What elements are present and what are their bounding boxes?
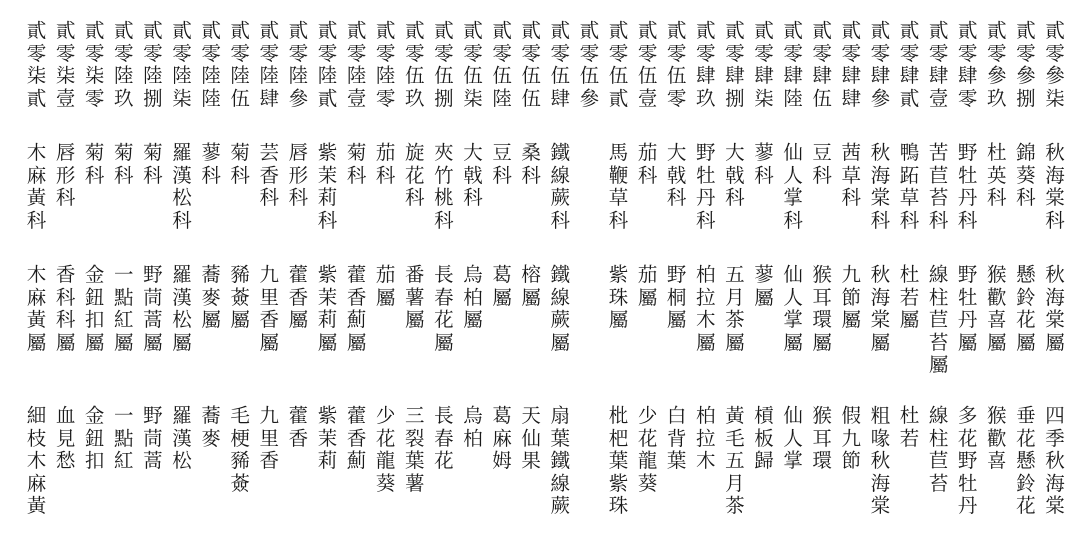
species-name: 三裂葉薯 bbox=[405, 404, 425, 495]
entry-code: 貳零肆捌 bbox=[725, 19, 745, 110]
entry-code: 貳零陸陸 bbox=[201, 19, 221, 110]
entry-code: 貳零肆零 bbox=[957, 19, 978, 110]
genus-name: 羅漢松屬 bbox=[172, 263, 192, 354]
genus-name: 豨薟屬 bbox=[230, 263, 250, 331]
species-name: 長春花 bbox=[434, 404, 454, 472]
entry-code: 貳零伍柒 bbox=[463, 19, 483, 110]
genus-name: 蕎麥屬 bbox=[201, 263, 221, 331]
species-name: 少花龍葵 bbox=[637, 404, 658, 495]
family-name: 桑科 bbox=[521, 141, 541, 187]
species-name: 紫茉莉 bbox=[317, 404, 338, 472]
entry-code: 貳零伍零 bbox=[666, 19, 687, 110]
genus-name: 榕屬 bbox=[521, 263, 541, 309]
species-name: 少花龍葵 bbox=[375, 404, 396, 495]
entry-code: 貳零伍貳 bbox=[608, 19, 629, 110]
family-name: 菊科 bbox=[346, 141, 367, 187]
species-name: 猴耳環 bbox=[812, 404, 832, 472]
genus-name: 一點紅屬 bbox=[114, 263, 134, 354]
entry-code: 貳零陸參 bbox=[288, 19, 309, 110]
family-name: 蓼科 bbox=[201, 141, 221, 187]
family-name: 芸香科 bbox=[259, 141, 280, 209]
species-name: 烏柏 bbox=[463, 404, 483, 450]
entry-code: 貳零陸伍 bbox=[230, 19, 250, 110]
family-name: 茄科 bbox=[637, 141, 658, 187]
genus-name: 蓼屬 bbox=[754, 263, 774, 309]
species-name: 垂花懸鈴花 bbox=[1016, 404, 1036, 517]
species-name: 一點紅 bbox=[114, 404, 134, 472]
entry-code: 貳零肆伍 bbox=[812, 19, 832, 110]
species-name: 藿香薊 bbox=[346, 404, 367, 472]
entry-code: 貳零參捌 bbox=[1016, 19, 1036, 110]
genus-name: 茄屬 bbox=[637, 263, 658, 309]
family-name: 錦葵科 bbox=[1016, 141, 1036, 209]
species-name: 黃毛五月茶 bbox=[725, 404, 745, 517]
family-name: 馬鞭草科 bbox=[608, 141, 629, 232]
family-name: 唇形科 bbox=[55, 141, 76, 209]
family-name: 杜英科 bbox=[987, 141, 1007, 209]
genus-name: 線柱苣苔屬 bbox=[928, 263, 949, 376]
entry-code: 貳零肆壹 bbox=[928, 19, 949, 110]
species-name: 槓板歸 bbox=[754, 404, 774, 472]
species-name: 枇杷葉紫珠 bbox=[608, 404, 629, 517]
species-name: 藿香 bbox=[288, 404, 309, 450]
family-name: 木麻黃科 bbox=[26, 141, 47, 232]
family-name: 大戟科 bbox=[725, 141, 745, 209]
species-name: 白背葉 bbox=[666, 404, 687, 472]
entry-code: 貳零柒零 bbox=[84, 19, 105, 110]
entry-code: 貳零伍伍 bbox=[521, 19, 541, 110]
species-name: 血見愁 bbox=[55, 404, 76, 472]
species-name: 粗喙秋海棠 bbox=[870, 404, 891, 517]
family-name: 茜草科 bbox=[841, 141, 862, 209]
genus-name: 柏拉木屬 bbox=[696, 263, 716, 354]
genus-name: 秋海棠屬 bbox=[1045, 263, 1065, 354]
entry-code: 貳零陸貳 bbox=[317, 19, 338, 110]
species-name: 猴歡喜 bbox=[987, 404, 1007, 472]
entry-code: 貳零伍捌 bbox=[434, 19, 454, 110]
entry-code: 貳零伍陸 bbox=[492, 19, 512, 110]
species-name: 毛梗豨薟 bbox=[230, 404, 250, 495]
genus-name: 五月茶屬 bbox=[725, 263, 745, 354]
genus-name: 番薯屬 bbox=[405, 263, 425, 331]
species-name: 九里香 bbox=[259, 404, 280, 472]
genus-name: 九節屬 bbox=[841, 263, 862, 331]
family-name: 菊科 bbox=[143, 141, 163, 187]
genus-name: 葛屬 bbox=[492, 263, 512, 309]
family-name: 旋花科 bbox=[405, 141, 425, 209]
genus-name: 猴耳環屬 bbox=[812, 263, 832, 354]
species-name: 蕎麥 bbox=[201, 404, 221, 450]
genus-name: 仙人掌屬 bbox=[783, 263, 803, 354]
family-name: 大戟科 bbox=[666, 141, 687, 209]
entry-code: 貳零陸捌 bbox=[143, 19, 163, 110]
genus-name: 懸鈴花屬 bbox=[1016, 263, 1036, 354]
genus-name: 藿香薊屬 bbox=[346, 263, 367, 354]
entry-code: 貳零肆陸 bbox=[783, 19, 803, 110]
family-name: 秋海棠科 bbox=[870, 141, 891, 232]
entry-code: 貳零肆肆 bbox=[841, 19, 862, 110]
entry-code: 貳零肆柒 bbox=[754, 19, 774, 110]
species-name: 四季秋海棠 bbox=[1045, 404, 1065, 517]
genus-name: 猴歡喜屬 bbox=[987, 263, 1007, 354]
entry-code: 貳零伍參 bbox=[579, 19, 600, 110]
genus-name: 九里香屬 bbox=[259, 263, 280, 354]
entry-code: 貳零陸零 bbox=[375, 19, 396, 110]
family-name: 茄科 bbox=[375, 141, 396, 187]
genus-name: 藿香屬 bbox=[288, 263, 309, 331]
family-name: 菊科 bbox=[230, 141, 250, 187]
entry-code: 貳零陸壹 bbox=[346, 19, 367, 110]
entry-code: 貳零伍玖 bbox=[405, 19, 425, 110]
species-name: 扇葉鐵線蕨 bbox=[550, 404, 571, 517]
species-name: 羅漢松 bbox=[172, 404, 192, 472]
entry-code: 貳零肆參 bbox=[870, 19, 891, 110]
genus-name: 秋海棠屬 bbox=[870, 263, 891, 354]
entry-code: 貳零肆玖 bbox=[696, 19, 716, 110]
entry-code: 貳零參柒 bbox=[1045, 19, 1065, 110]
genus-name: 野茼蒿屬 bbox=[143, 263, 163, 354]
family-name: 夾竹桃科 bbox=[434, 141, 454, 232]
entry-code: 貳零陸肆 bbox=[259, 19, 280, 110]
entry-code: 貳零參玖 bbox=[987, 19, 1007, 110]
species-name: 假九節 bbox=[841, 404, 862, 472]
species-name: 杜若 bbox=[899, 404, 920, 450]
family-name: 大戟科 bbox=[463, 141, 483, 209]
family-name: 菊科 bbox=[84, 141, 105, 187]
entry-code: 貳零陸玖 bbox=[114, 19, 134, 110]
species-name: 細枝木麻黃 bbox=[26, 404, 47, 517]
family-name: 蓼科 bbox=[754, 141, 774, 187]
family-name: 鴨跖草科 bbox=[899, 141, 920, 232]
family-name: 野牡丹科 bbox=[957, 141, 978, 232]
family-name: 唇形科 bbox=[288, 141, 309, 209]
entry-code: 貳零伍壹 bbox=[637, 19, 658, 110]
genus-name: 茄屬 bbox=[375, 263, 396, 309]
genus-name: 野牡丹屬 bbox=[957, 263, 978, 354]
genus-name: 野桐屬 bbox=[666, 263, 687, 331]
species-name: 柏拉木 bbox=[696, 404, 716, 472]
species-name: 線柱苣苔 bbox=[928, 404, 949, 495]
species-name: 葛麻姆 bbox=[492, 404, 512, 472]
genus-name: 烏柏屬 bbox=[463, 263, 483, 331]
family-name: 豆科 bbox=[812, 141, 832, 187]
entry-code: 貳零柒貳 bbox=[26, 19, 47, 110]
species-name: 仙人掌 bbox=[783, 404, 803, 472]
genus-name: 香科科屬 bbox=[55, 263, 76, 354]
genus-name: 紫茉莉屬 bbox=[317, 263, 338, 354]
entry-code: 貳零陸柒 bbox=[172, 19, 192, 110]
family-name: 豆科 bbox=[492, 141, 512, 187]
family-name: 羅漢松科 bbox=[172, 141, 192, 232]
entry-code: 貳零伍肆 bbox=[550, 19, 571, 110]
genus-name: 長春花屬 bbox=[434, 263, 454, 354]
family-name: 苦苣苔科 bbox=[928, 141, 949, 232]
species-name: 多花野牡丹 bbox=[957, 404, 978, 517]
family-name: 紫茉莉科 bbox=[317, 141, 338, 232]
genus-name: 鐵線蕨屬 bbox=[550, 263, 571, 354]
species-name: 金鈕扣 bbox=[84, 404, 105, 472]
entry-code: 貳零肆貳 bbox=[899, 19, 920, 110]
genus-name: 杜若屬 bbox=[899, 263, 920, 331]
genus-name: 金鈕扣屬 bbox=[84, 263, 105, 354]
genus-name: 紫珠屬 bbox=[608, 263, 629, 331]
family-name: 鐵線蕨科 bbox=[550, 141, 571, 232]
genus-name: 木麻黃屬 bbox=[26, 263, 47, 354]
family-name: 菊科 bbox=[114, 141, 134, 187]
species-name: 天仙果 bbox=[521, 404, 541, 472]
family-name: 野牡丹科 bbox=[696, 141, 716, 232]
entry-code: 貳零柒壹 bbox=[55, 19, 76, 110]
family-name: 仙人掌科 bbox=[783, 141, 803, 232]
species-name: 野茼蒿 bbox=[143, 404, 163, 472]
family-name: 秋海棠科 bbox=[1045, 141, 1065, 232]
